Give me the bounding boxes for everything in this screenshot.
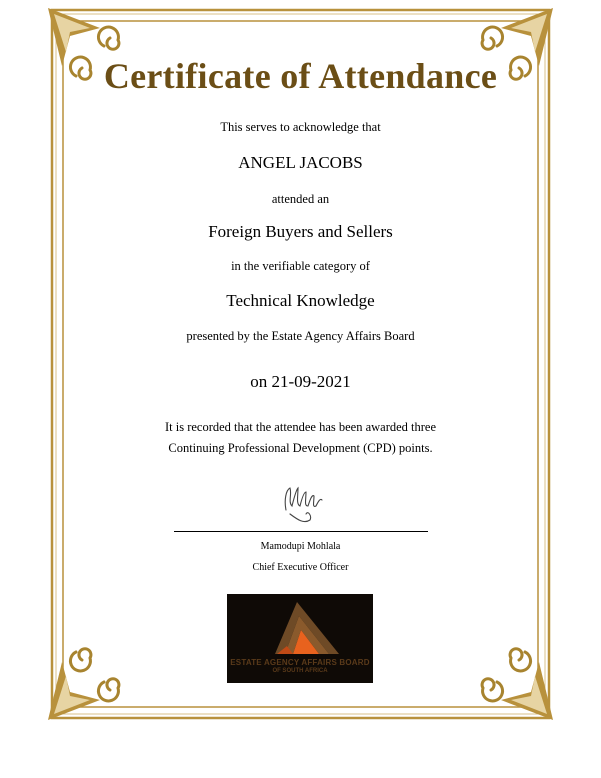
intro-text: This serves to acknowledge that — [220, 120, 381, 134]
category-name: Technical Knowledge — [226, 291, 375, 310]
attendance-date: on 21-09-2021 — [250, 372, 351, 391]
signatory-name: Mamodupi Mohlala — [260, 541, 341, 552]
attendee-name: ANGEL JACOBS — [238, 153, 363, 172]
category-intro-text: in the verifiable category of — [231, 259, 370, 273]
signatory-title: Chief Executive Officer — [252, 562, 349, 573]
cpd-record-line-2: Continuing Professional Development (CPD) points. — [168, 441, 433, 455]
certificate-title: Certificate of Attendance — [103, 56, 498, 96]
logo-text-line-1: ESTATE AGENCY AFFAIRS BOARD — [230, 658, 370, 667]
eaab-logo — [227, 594, 373, 683]
course-name: Foreign Buyers and Sellers — [208, 222, 393, 241]
signature-line — [174, 531, 428, 532]
signature — [278, 480, 328, 528]
logo-text-line-2: OF SOUTH AFRICA — [272, 668, 328, 674]
presenter-text: presented by the Estate Agency Affairs Board — [186, 329, 415, 343]
cpd-record-line-1: It is recorded that the attendee has been awarded three — [164, 420, 437, 434]
attended-text: attended an — [271, 192, 330, 206]
